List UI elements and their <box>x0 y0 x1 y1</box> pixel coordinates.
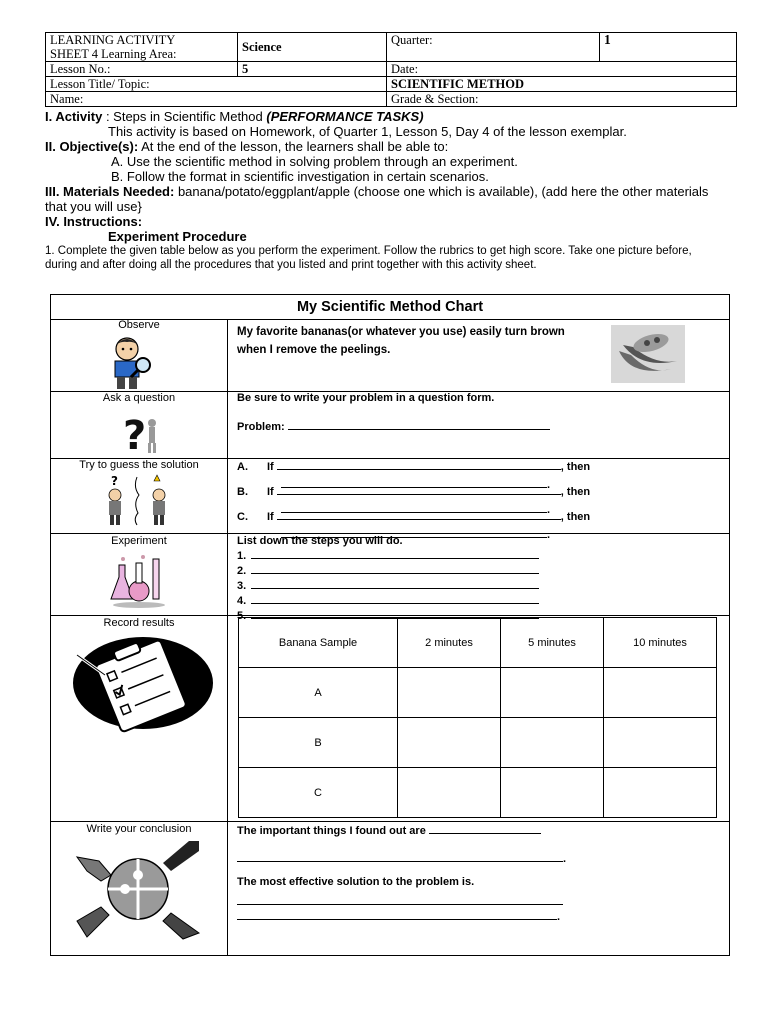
conclusion-1-line: The important things I found out are . <box>237 825 567 865</box>
ask-text: Be sure to write your problem in a question form. <box>237 392 495 404</box>
thinking-kids-icon <box>103 473 173 527</box>
problem-label: Problem: <box>237 421 285 433</box>
results-header: 2 minutes <box>398 618 501 668</box>
conclusion-1-blank-2[interactable] <box>237 851 563 862</box>
materials-line <box>45 184 725 214</box>
activity-note: This activity is based on Homework, of Quarter 1, Lesson 5, Day 4 of the lesson exemplar. <box>108 124 627 139</box>
step-2: 2. <box>237 563 539 578</box>
learning-activity-cell <box>46 33 238 62</box>
steps-list <box>237 548 539 623</box>
result-cell[interactable] <box>501 718 604 768</box>
subject-value: Science <box>238 33 387 62</box>
results-header-row <box>239 618 717 668</box>
activity-line <box>45 109 745 124</box>
objective-a: A. Use the scientific method in solving problem through an experiment. <box>111 154 518 169</box>
then-word: , then <box>560 486 591 498</box>
conclusion-2-text: The most effective solution to the problem is. <box>237 876 475 888</box>
materials-text: banana/potato/eggplant/apple (choose one which is available), (add here the other materials that you will use} <box>45 184 709 214</box>
question-mark-person-icon <box>121 409 161 455</box>
conclusion-1-text: The important things I found out are <box>237 825 426 837</box>
result-cell[interactable] <box>604 718 717 768</box>
guess-b-label: B. <box>237 486 248 498</box>
if-word: If <box>267 511 274 523</box>
guess-b-blank[interactable] <box>277 484 561 495</box>
then-word: , then <box>560 461 591 473</box>
problem-line <box>237 419 550 434</box>
result-cell[interactable] <box>398 768 501 818</box>
chart-divider <box>227 319 228 955</box>
guess-a-blank[interactable] <box>277 459 561 470</box>
svg-text:?: ? <box>111 474 118 488</box>
step-1: 1. <box>237 548 539 563</box>
activity-tasks: (PERFORMANCE TASKS) <box>266 109 424 124</box>
procedure-title: Experiment Procedure <box>108 229 247 244</box>
date-label: Date: <box>387 62 737 77</box>
conclusion-2-blank-2[interactable] <box>237 909 557 920</box>
sheet-area-label: SHEET 4 Learning Area: <box>50 47 177 61</box>
if-word: If <box>267 461 274 473</box>
objectives-text: At the end of the lesson, the learners shall be able to: <box>138 139 449 154</box>
if-word: If <box>267 486 274 498</box>
chart-title: My Scientific Method Chart <box>51 295 729 320</box>
grade-label: Grade & Section: <box>387 92 737 107</box>
record-label: Record results <box>103 617 175 629</box>
quarter-value: 1 <box>600 33 737 62</box>
sample-label: C <box>239 768 398 818</box>
conclusion-1-blank[interactable] <box>429 823 541 834</box>
row-divider <box>51 821 729 822</box>
problem-blank[interactable] <box>288 419 550 430</box>
results-header: Banana Sample <box>239 618 398 668</box>
step-5: 5. <box>237 608 539 623</box>
result-cell[interactable] <box>604 668 717 718</box>
header-table <box>45 32 737 107</box>
instruction-1: 1. Complete the given table below as you perform the experiment. Follow the rubrics to get high score. Take one picture before, during and after doing all the procedures that you listed and print together with this activity sheet. <box>45 245 692 271</box>
learning-activity-label: LEARNING ACTIVITY <box>50 33 176 47</box>
conclusion-2-line: The most effective solution to the problem is. . <box>237 876 563 924</box>
result-cell[interactable] <box>501 668 604 718</box>
result-cell[interactable] <box>398 668 501 718</box>
conclusion-2-blank[interactable] <box>237 894 563 905</box>
materials-label: III. Materials Needed: <box>45 184 175 199</box>
guess-label: Try to guess the solution <box>79 459 199 471</box>
step-4: 4. <box>237 593 539 608</box>
sample-label: B <box>239 718 398 768</box>
instructions-label: IV. Instructions: <box>45 214 143 229</box>
banana-photo <box>611 325 685 383</box>
step-3: 3. <box>237 578 539 593</box>
conclusion-label: Write your conclusion <box>86 823 192 835</box>
then-word: , then <box>560 511 591 523</box>
observe-text: My favorite bananas(or whatever you use) easily turn brown when I remove the peelings. <box>237 326 565 356</box>
name-label: Name: <box>46 92 387 107</box>
objectives-line <box>45 139 745 154</box>
results-header: 10 minutes <box>604 618 717 668</box>
quarter-label: Quarter: <box>387 33 600 62</box>
scientific-method-chart <box>50 294 730 956</box>
results-table <box>238 617 717 818</box>
activity-label: I. Activity <box>45 109 103 124</box>
result-cell[interactable] <box>604 768 717 818</box>
guess-a-line: A. If , then . <box>237 461 591 491</box>
topic-value: SCIENTIFIC METHOD <box>387 77 737 92</box>
objective-b: B. Follow the format in scientific investigation in certain scenarios. <box>111 169 489 184</box>
clipboard-checklist-icon <box>67 635 213 733</box>
result-cell[interactable] <box>398 718 501 768</box>
experiment-text: List down the steps you will do. <box>237 535 403 547</box>
lab-flasks-icon <box>109 551 169 609</box>
objectives-label: II. Objective(s): <box>45 139 139 154</box>
observer-kid-icon <box>105 335 157 391</box>
lesson-no-value: 5 <box>238 62 387 77</box>
guess-c-line: C. If , then . <box>237 511 591 541</box>
observe-label: Observe <box>118 319 160 331</box>
experiment-label: Experiment <box>111 535 167 547</box>
topic-label: Lesson Title/ Topic: <box>46 77 387 92</box>
ask-label: Ask a question <box>102 392 176 404</box>
puzzle-hands-icon <box>73 837 203 941</box>
table-row <box>239 668 717 718</box>
guess-c-label: C. <box>237 511 248 523</box>
guess-b-line: B. If , then . <box>237 486 591 516</box>
guess-a-label: A. <box>237 461 248 473</box>
result-cell[interactable] <box>501 768 604 818</box>
results-header: 5 minutes <box>501 618 604 668</box>
activity-sep: : Steps in Scientific Method <box>102 109 267 124</box>
lesson-no-label: Lesson No.: <box>46 62 238 77</box>
table-row <box>239 718 717 768</box>
svg-text:?: ? <box>123 413 147 455</box>
guess-c-blank[interactable] <box>277 509 561 520</box>
table-row <box>239 768 717 818</box>
sample-label: A <box>239 668 398 718</box>
